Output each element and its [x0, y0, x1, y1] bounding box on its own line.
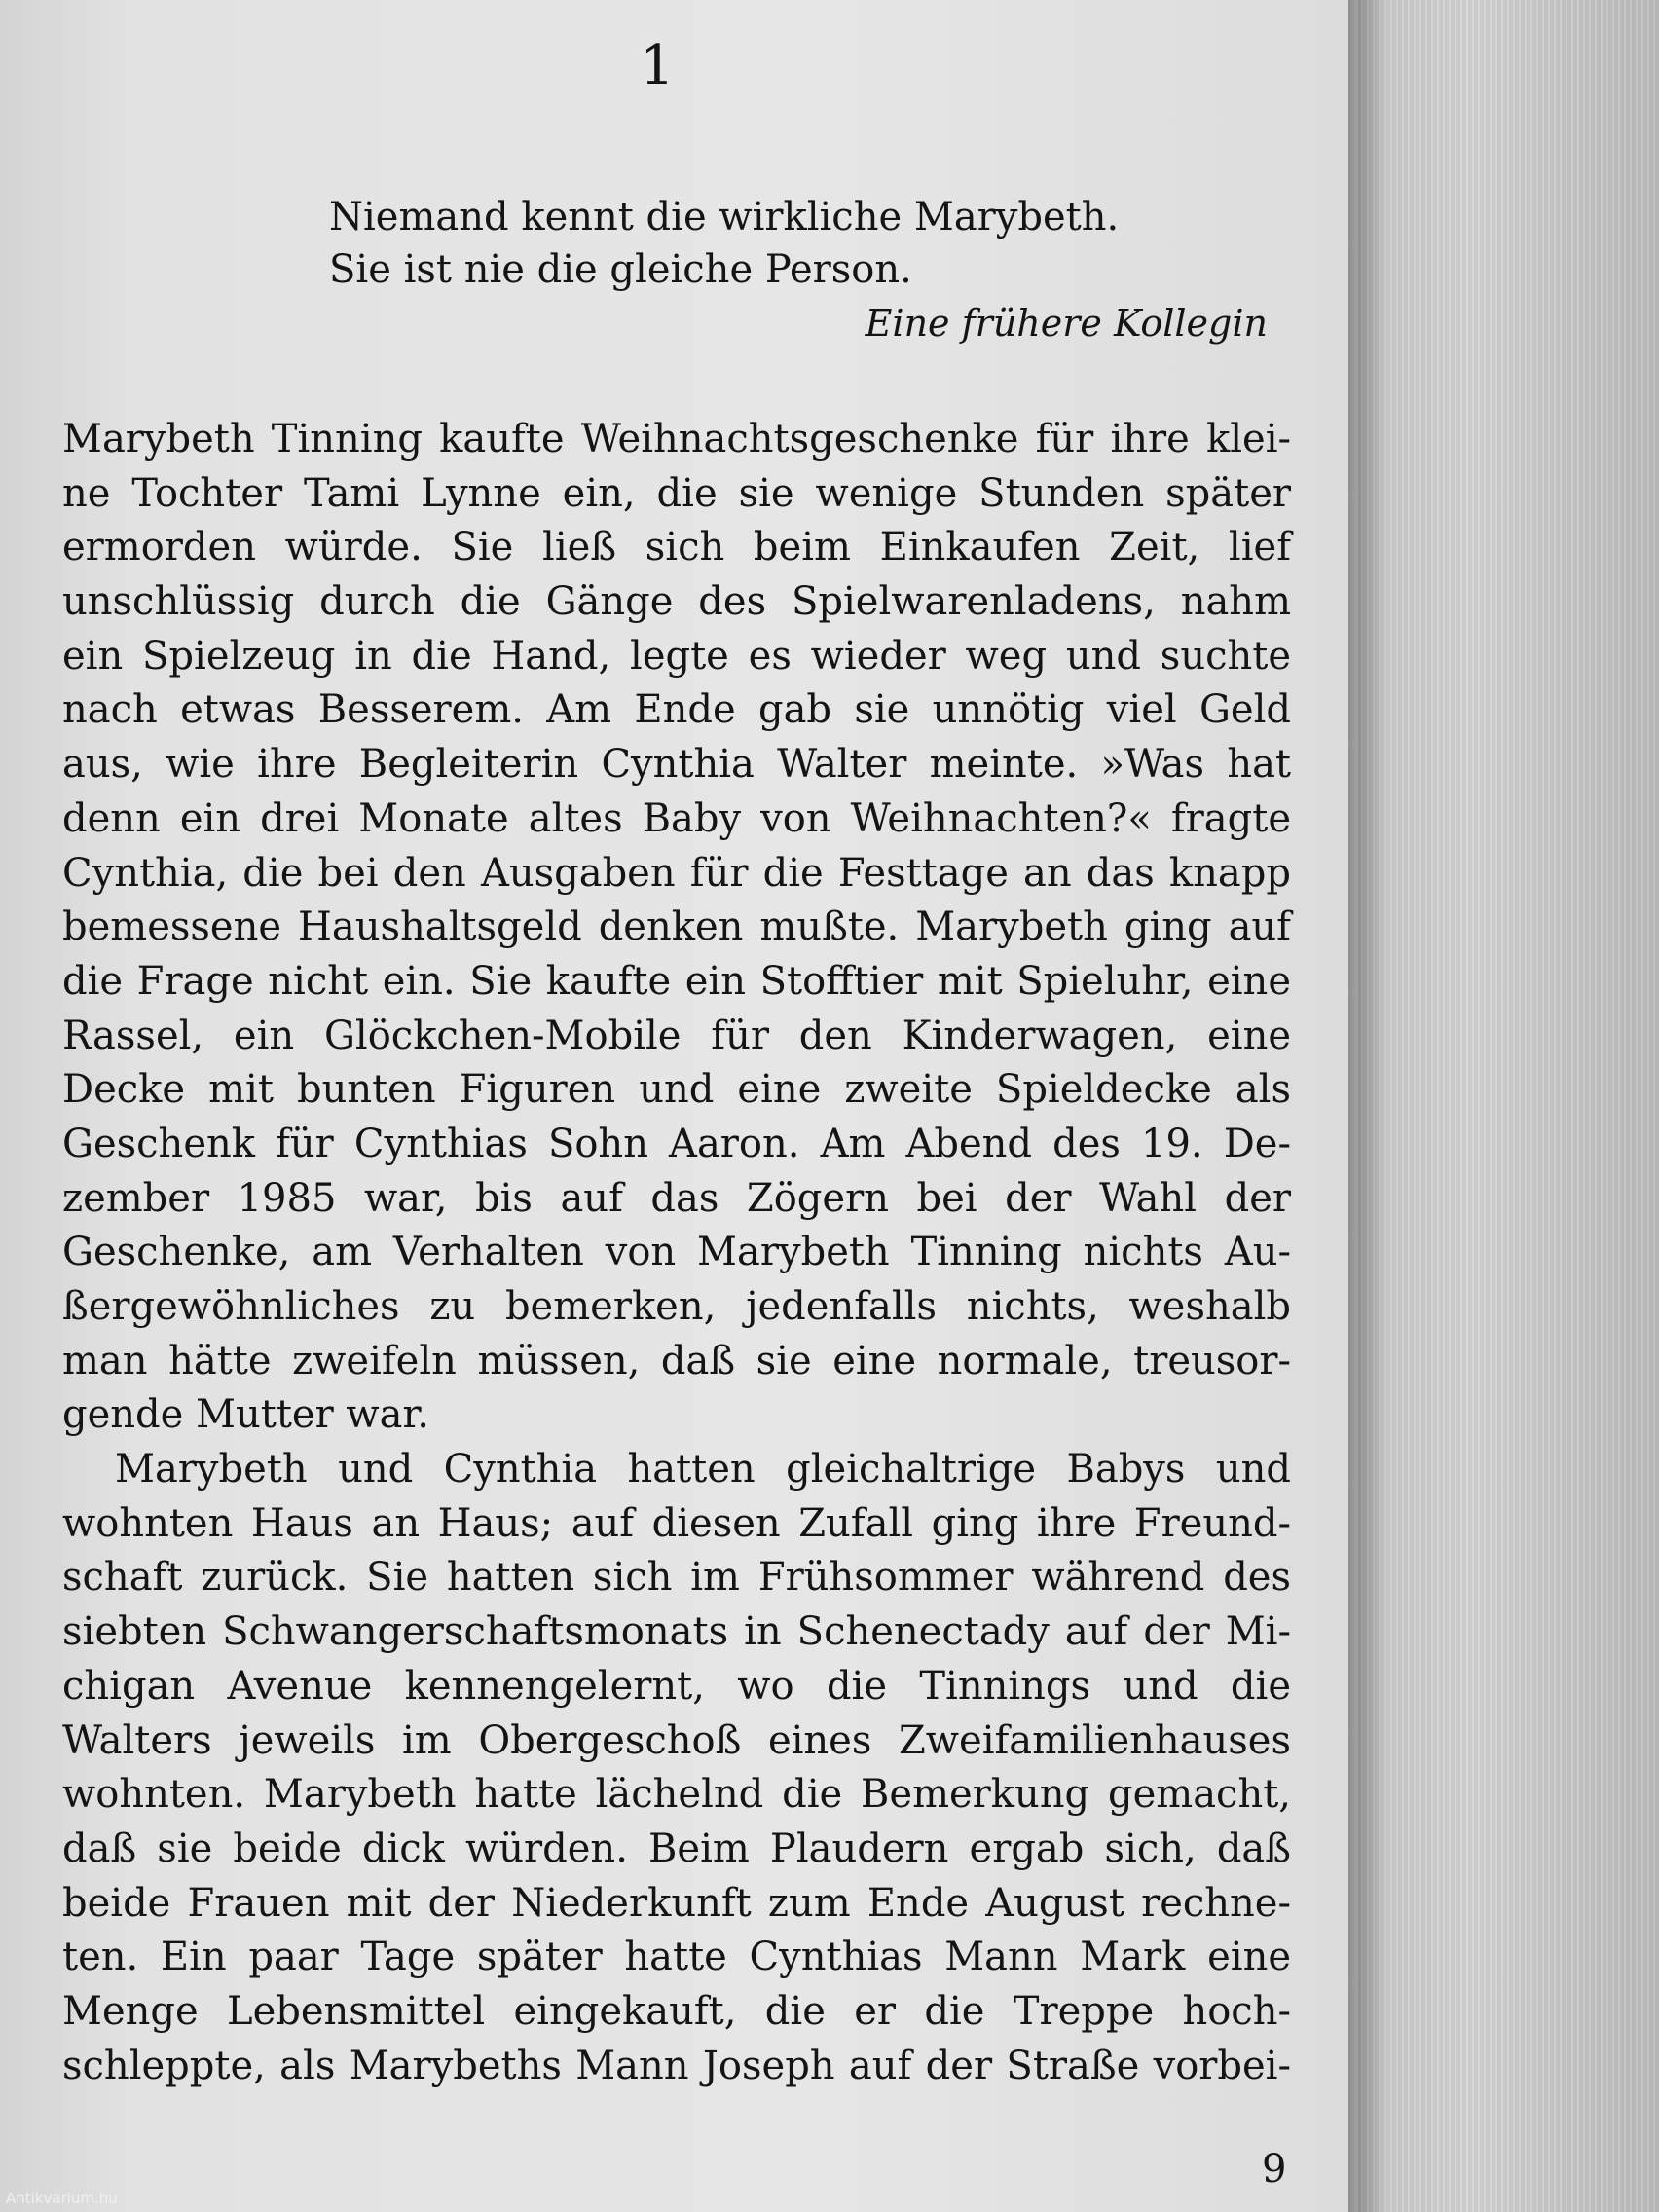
text-line: wohnten. Marybeth hatte lächelnd die Bemerkung gemacht, — [62, 1772, 1291, 1818]
text-line: Geschenk für Cynthias Sohn Aaron. Am Abend des 19. De- — [62, 1121, 1291, 1166]
text-line: Menge Lebensmittel eingekauft, die er die Treppe hoch- — [62, 1988, 1291, 2034]
text-line: man hätte zweifeln müssen, daß sie eine normale, treusor- — [62, 1338, 1291, 1383]
text-line: Marybeth Tinning kaufte Weihnachtsgeschenke für ihre klei- — [62, 417, 1291, 461]
chapter-number: 1 — [640, 34, 675, 97]
text-line: Marybeth und Cynthia hatten gleichaltrige Babys und — [115, 1447, 1291, 1493]
text-line: chigan Avenue kennengelernt, wo die Tinnings und die — [62, 1663, 1291, 1709]
text-line: ermorden würde. Sie ließ sich beim Einkaufen Zeit, lief — [62, 525, 1291, 571]
text-line: ten. Ein paar Tage später hatte Cynthias Mann Mark eine — [62, 1935, 1291, 1980]
text-line: beide Frauen mit der Niederkunft zum Ende August rechne- — [62, 1880, 1291, 1926]
body-text — [62, 413, 1291, 2093]
epigraph-source: Eine frühere Kollegin — [865, 302, 1268, 345]
text-line: schleppte, als Marybeths Mann Joseph auf der Straße vorbei- — [62, 2043, 1291, 2088]
text-line: daß sie beide dick würden. Beim Plaudern ergab sich, daß — [62, 1825, 1291, 1871]
text-line: bemessene Haushaltsgeld denken mußte. Marybeth ging auf — [62, 904, 1291, 950]
text-line: Walters jeweils im Obergeschoß eines Zweifamilienhauses — [62, 1717, 1291, 1763]
text-line: Geschenke, am Verhalten von Marybeth Tinning nichts Au- — [62, 1230, 1291, 1275]
text-line: aus, wie ihre Begleiterin Cynthia Walter meinte. »Was hat — [62, 742, 1291, 788]
text-line: Decke mit bunten Figuren und eine zweite Spieldecke als — [62, 1067, 1291, 1113]
text-line: Cynthia, die bei den Ausgaben für die Festtage an das knapp — [62, 850, 1291, 896]
text-line: denn ein drei Monate altes Baby von Weihnachten?« fragte — [62, 795, 1291, 841]
text-line: unschlüssig durch die Gänge des Spielwarenladens, nahm — [62, 579, 1291, 625]
text-line: wohnten Haus an Haus; auf diesen Zufall ging ihre Freund- — [62, 1500, 1291, 1546]
text-line: ne Tochter Tami Lynne ein, die sie wenige Stunden später — [62, 470, 1291, 516]
text-line: die Frage nicht ein. Sie kaufte ein Stofftier mit Spieluhr, eine — [62, 958, 1291, 1004]
text-line: gende Mutter war. — [62, 1392, 429, 1438]
text-line: schaft zurück. Sie hatten sich im Frühsommer während des — [62, 1555, 1291, 1601]
epigraph — [329, 191, 1273, 350]
text-line: nach etwas Besserem. Am Ende gab sie unnötig viel Geld — [62, 687, 1291, 733]
epigraph-line: Niemand kennt die wirkliche Marybeth. — [329, 195, 1120, 240]
page-edge-shadow — [1348, 0, 1387, 2212]
epigraph-line: Sie ist nie die gleiche Person. — [329, 247, 912, 292]
text-line: Rassel, ein Glöckchen-Mobile für den Kinderwagen, eine — [62, 1013, 1291, 1058]
page-number: 9 — [1262, 2147, 1287, 2192]
background-surface — [1344, 0, 1659, 2212]
text-line: zember 1985 war, bis auf das Zögern bei der Wahl der — [62, 1175, 1291, 1221]
text-line: siebten Schwangerschaftsmonats in Schenectady auf der Mi- — [62, 1609, 1291, 1655]
text-line: ßergewöhnliches zu bemerken, jedenfalls nichts, weshalb — [62, 1284, 1291, 1329]
watermark: Antikvarium.hu — [6, 2190, 118, 2207]
text-line: ein Spielzeug in die Hand, legte es wieder weg und suchte — [62, 633, 1291, 679]
